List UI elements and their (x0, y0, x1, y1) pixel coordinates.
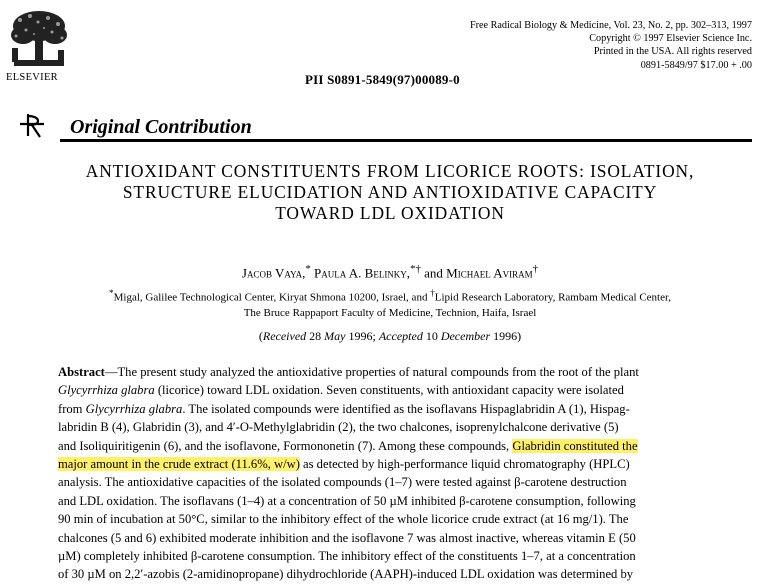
author-mark: * (305, 263, 311, 275)
pii-identifier: PII S0891-5849(97)00089-0 (305, 72, 460, 87)
journal-line: Free Radical Biology & Medicine, Vol. 23, No. 2, pp. 302–313, 1997 (469, 20, 752, 31)
author-mark: † (532, 263, 539, 275)
abstract-text: of 30 µM on 2,2′-azobis (2-amidinopropane) dihydrochloride (AAPH)-induced LDL oxidation was determined by (58, 567, 634, 582)
abstract-text: and LDL oxidation. The isoflavans (1–4) at a concentration of 50 µM inhibited β-carotene consumption, following (58, 493, 636, 508)
paper-title-line: ANTIOXIDANT CONSTITUENTS FROM LICORICE ROOTS: ISOLATION, (85, 161, 695, 181)
abstract-text: as detected by high-performance liquid chromatography (HPLC) (299, 457, 630, 472)
received-month: May (324, 329, 346, 343)
author-name: Paula A. Belinky, (314, 265, 411, 281)
journal-line: Copyright © 1997 Elsevier Science Inc. (589, 33, 752, 45)
paren: ( (258, 329, 263, 343)
author-mark: *† (410, 263, 421, 275)
affiliation-text: Lipid Research Laboratory, Rambam Medical Center, (434, 291, 671, 304)
abstract-text: µM) completely inhibited β-carotene consumption. The inhibitory effect of the constituents 1–7, at a concentration (58, 549, 636, 564)
elsevier-tree-logo-icon (8, 8, 70, 70)
author-name: Jacob Vaya, (241, 265, 306, 281)
abstract (58, 363, 758, 584)
abstract-text: chalcones (5 and 6) exhibited moderate inhibition and the isoflavone 7 was almost inactive, whereas vitamin E (50 (58, 530, 636, 545)
affiliations (20, 286, 760, 321)
affiliation-text: The Bruce Rappaport Faculty of Medicine, Technion, Haifa, Israel (243, 306, 537, 319)
abstract-text: . The isolated compounds were identified as the isoflavans Hispaglabridin A (1), Hispag- (182, 401, 630, 416)
publisher-logo-label: ELSEVIER (6, 72, 58, 83)
accepted-year: 1996) (490, 329, 522, 343)
journal-line: 0891-5849/97 $17.00 + .00 (640, 59, 752, 71)
highlighted-text[interactable]: Glabridin constituted the (512, 438, 638, 453)
section-divider (60, 139, 752, 142)
abstract-text: —The present study analyzed the antioxidative properties of natural compounds from the root of the plant (104, 365, 639, 379)
abstract-text: labridin B (4), Glabridin (3), and 4′-O-Methylglabridin (2), the two chalcones, isoprenylchalcone derivative (5) (58, 420, 619, 435)
author-conjunction: and (424, 265, 443, 281)
accepted-day: 10 (422, 329, 441, 343)
received-year: 1996; (345, 329, 379, 343)
journal-line: Printed in the USA. All rights reserved (593, 46, 752, 58)
paper-title-line: TOWARD LDL OXIDATION (275, 203, 505, 223)
original-contribution-icon (18, 110, 46, 138)
section-title: Original Contribution (70, 116, 252, 138)
abstract-text: (licorice) toward LDL oxidation. Seven constituents, with antioxidant capacity were isolated (154, 383, 624, 398)
highlighted-text[interactable]: major amount in the crude extract (11.6%, w/w) (58, 457, 300, 472)
paper-title (40, 161, 740, 224)
abstract-text: from (58, 401, 86, 416)
affiliation-mark: * (109, 288, 114, 298)
species-name: Glycyrrhiza glabra (85, 401, 183, 416)
received-day: 28 (306, 329, 325, 343)
abstract-text: and Isoliquiritigenin (6), and the isoflavone, Formononetin (7). Among these compounds, (58, 438, 513, 453)
affiliation-text: Migal, Galilee Technological Center, Kiryat Shmona 10200, Israel, and (113, 291, 431, 304)
affiliation-mark: † (430, 288, 435, 298)
paper-title-line: STRUCTURE ELUCIDATION AND ANTIOXIDATIVE CAPACITY (122, 182, 658, 202)
author-name: Michael Aviram (446, 265, 533, 281)
abstract-label: Abstract (58, 365, 105, 379)
journal-citation-block (392, 19, 752, 72)
abstract-text: 90 min of incubation at 50°C, similar to the inhibitory effect of the whole licorice crude extract (at 16 mg/1). The (58, 512, 629, 527)
accepted-month: December (440, 329, 491, 343)
author-list (20, 263, 760, 281)
received-dates (20, 329, 760, 344)
accepted-label: Accepted (378, 329, 423, 343)
received-label: Received (262, 329, 307, 343)
species-name: Glycyrrhiza glabra (58, 383, 155, 398)
abstract-text: analysis. The antioxidative capacities of the isolated compounds (1–7) were tested against β-carotene destruction (58, 475, 627, 490)
